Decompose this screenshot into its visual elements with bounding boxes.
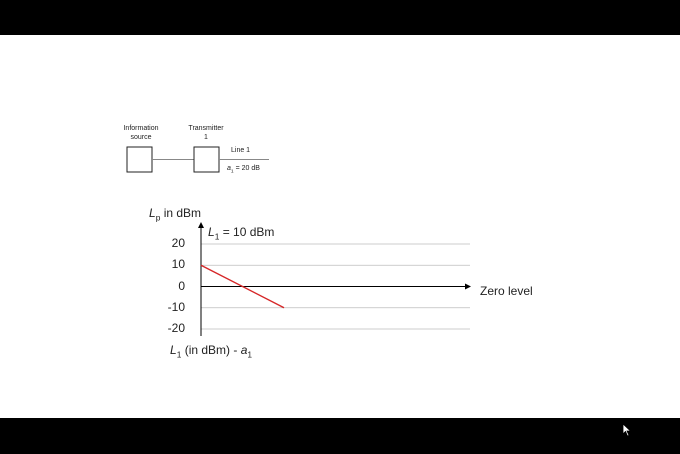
transmitter-box — [194, 147, 219, 172]
y-tick-label: 0 — [178, 278, 185, 293]
zero-level-label: Zero level — [480, 284, 533, 298]
y-tick-label: 20 — [171, 236, 185, 250]
source-label: Information source — [123, 125, 159, 141]
input-level-label: $L_1 = 10$ dBm — [208, 225, 275, 242]
line-label: Line 1 — [231, 147, 251, 154]
mouse-pointer-icon — [622, 423, 632, 437]
transmitter-label: Transmitter 1 — [188, 125, 224, 141]
y-tick-label: 10 — [171, 257, 185, 272]
y-tick-label: -20 — [167, 321, 185, 335]
x-axis-label: $L_1$ (in $dBm) - a_1$ — [170, 343, 253, 360]
source-box — [127, 147, 152, 172]
x-axis-arrow-icon — [465, 284, 471, 290]
y-tick-label: -10 — [167, 299, 185, 314]
y-axis-label: $L_p$ in dBm — [149, 206, 202, 223]
y-axis-arrow-icon — [198, 222, 204, 228]
attenuation-label: $a_1 = 20$ dB — [227, 165, 260, 175]
